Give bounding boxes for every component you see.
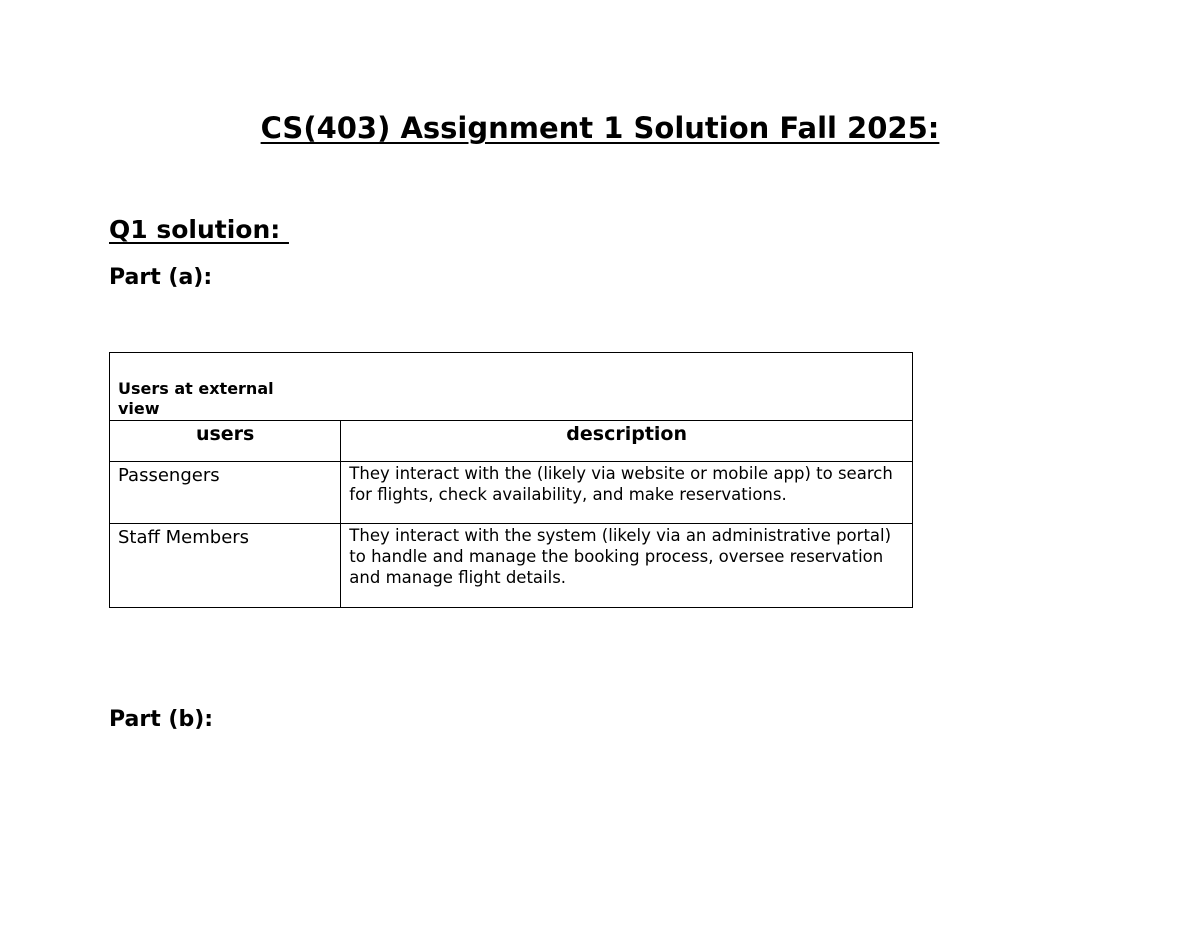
table-caption: Users at external view	[118, 379, 274, 418]
part-a-heading: Part (a):	[109, 265, 213, 290]
q1-solution-heading: Q1 solution:	[109, 215, 289, 244]
user-description-cell: They interact with the (likely via website or mobile app) to search for flights, check availability, and make reservations.	[341, 462, 913, 524]
column-header-description: description	[341, 421, 913, 462]
document-title: CS(403) Assignment 1 Solution Fall 2025:	[260, 111, 940, 145]
user-name-cell: Staff Members	[110, 524, 341, 608]
table-header-row	[110, 421, 913, 462]
column-header-users: users	[110, 421, 341, 462]
table-caption-row	[110, 353, 913, 421]
external-view-users-table	[109, 352, 913, 608]
user-name-cell: Passengers	[110, 462, 341, 524]
user-description-cell: They interact with the system (likely via an administrative portal) to handle and manage the booking process, oversee reservation and manage flight details.	[341, 524, 913, 608]
table-caption-cell	[110, 353, 913, 421]
table-row	[110, 524, 913, 608]
table-row	[110, 462, 913, 524]
part-b-heading: Part (b):	[109, 707, 214, 732]
